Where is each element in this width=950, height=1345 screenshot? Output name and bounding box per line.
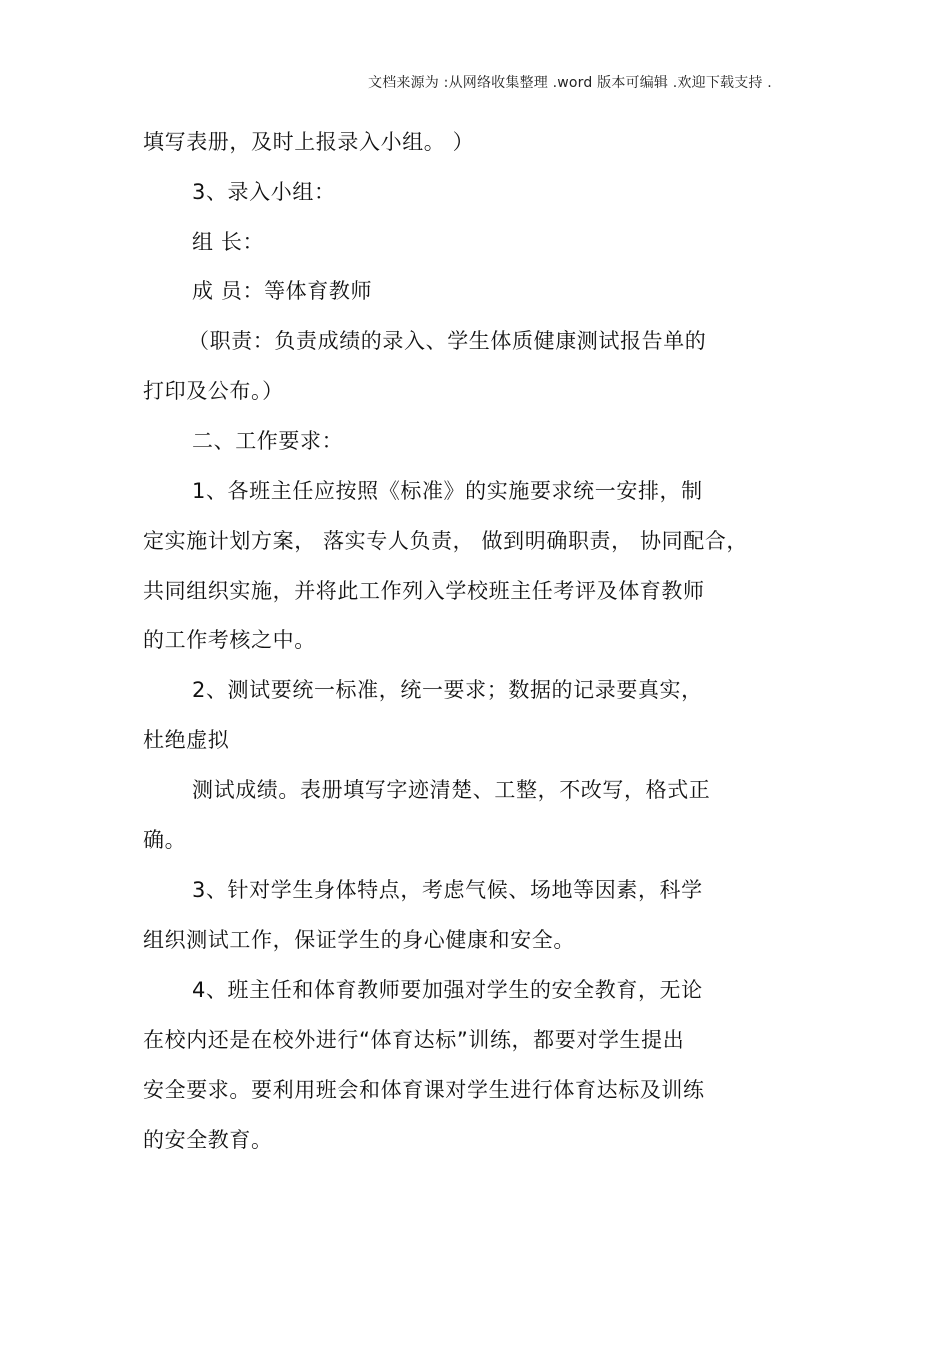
text-line: 组织测试工作，保证学生的身心健康和安全。 — [143, 928, 575, 952]
text-line: 确。 — [143, 828, 187, 852]
text-line: 在校内还是在校外进行“体育达标”训练，都要对学生提出 — [143, 1028, 685, 1052]
text-line: 1、各班主任应按照《标准》的实施要求统一安排，制 — [192, 479, 703, 503]
text-line: 4、班主任和体育教师要加强对学生的安全教育，无论 — [192, 978, 703, 1002]
text-line: 共同组织实施，并将此工作列入学校班主任考评及体育教师 — [143, 579, 705, 603]
text-line: 安全要求。要利用班会和体育课对学生进行体育达标及训练 — [143, 1078, 705, 1102]
section-heading-work-requirements: 二、工作要求： — [192, 429, 344, 453]
page-header-note: 文档来源为 :从网络收集整理 .word 版本可编辑 .欢迎下载支持 . — [368, 75, 772, 91]
text-line: 测试成绩。表册填写字迹清楚、工整，不改写，格式正 — [192, 778, 711, 802]
text-line: 3、针对学生身体特点，考虑气候、场地等因素，科学 — [192, 878, 703, 902]
text-line: 杜绝虚拟 — [143, 728, 230, 752]
text-line: 的工作考核之中。 — [143, 628, 316, 652]
text-line: 填写表册，及时上报录入小组。 ） — [143, 130, 475, 154]
text-line: 2、测试要统一标准，统一要求；数据的记录要真实， — [192, 678, 703, 702]
text-line: （职责：负责成绩的录入、学生体质健康测试报告单的 — [188, 329, 707, 353]
text-line: 定实施计划方案， 落实专人负责， 做到明确职责， 协同配合， — [143, 529, 749, 553]
section-heading-entry-group: 3、录入小组： — [192, 180, 336, 204]
text-line: 组 长： — [192, 230, 265, 254]
text-line: 成 员：等体育教师 — [192, 279, 373, 303]
text-line: 打印及公布。） — [143, 379, 284, 403]
text-line: 的安全教育。 — [143, 1128, 273, 1152]
